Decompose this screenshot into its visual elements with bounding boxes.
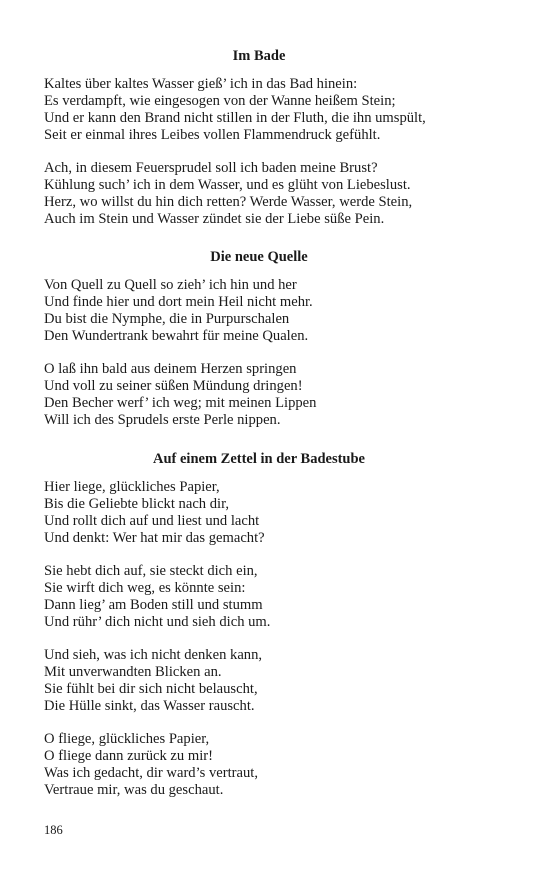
verse-line: Und sieh, was ich nicht denken kann, [44, 647, 263, 663]
verse-line: Dann lieg’ am Boden still und stumm [44, 596, 263, 613]
verse-line: Kühlung such’ ich in dem Wasser, und es glüht von Liebeslust. [44, 176, 411, 193]
stanza [44, 563, 484, 631]
verse-line: Was ich gedacht, dir ward’s vertraut, [44, 764, 259, 781]
verse-line: Sie fühlt bei dir sich nicht belauscht, [44, 680, 258, 697]
verse-line: Will ich des Sprudels erste Perle nippen. [44, 411, 281, 428]
poem-title-auf-einem-zettel: Auf einem Zettel in der Badestube [153, 451, 365, 467]
verse-line: Und denkt: Wer hat mir das gemacht? [44, 529, 265, 546]
stanza [44, 277, 484, 345]
verse-line: Sie hebt dich auf, sie steckt dich ein, [44, 563, 258, 579]
verse-line: Ach, in diesem Feuersprudel soll ich baden meine Brust? [44, 160, 378, 176]
page-number: 186 [44, 823, 63, 837]
verse-line: O laß ihn bald aus deinem Herzen springen [44, 361, 297, 377]
verse-line: O fliege dann zurück zu mir! [44, 747, 213, 764]
verse-line: Sie wirft dich weg, es könnte sein: [44, 579, 246, 596]
verse-line: Auch im Stein und Wasser zündet sie der Liebe süße Pein. [44, 210, 385, 227]
verse-line: Du bist die Nymphe, die in Purpurschalen [44, 310, 290, 327]
verse-line: Mit unverwandten Blicken an. [44, 663, 222, 680]
verse-line: Herz, wo willst du hin dich retten? Werde Wasser, werde Stein, [44, 193, 413, 210]
stanza [44, 160, 484, 228]
verse-line: Und voll zu seiner süßen Mündung dringen! [44, 377, 303, 394]
poem-title-im-bade: Im Bade [232, 48, 286, 64]
poem-title-die-neue-quelle: Die neue Quelle [210, 249, 308, 265]
stanza [44, 361, 484, 429]
verse-line: Den Wundertrank bewahrt für meine Qualen. [44, 327, 309, 344]
verse-line: Bis die Geliebte blickt nach dir, [44, 495, 230, 512]
verse-line: Die Hülle sinkt, das Wasser rauscht. [44, 697, 255, 714]
verse-line: Vertraue mir, was du geschaut. [44, 781, 224, 798]
verse-line: Und er kann den Brand nicht stillen in der Fluth, die ihn umspült, [44, 109, 426, 126]
verse-line: Und rühr’ dich nicht und sieh dich um. [44, 613, 271, 630]
verse-line: Den Becher werf’ ich weg; mit meinen Lippen [44, 394, 317, 411]
verse-line: Und rollt dich auf und liest und lacht [44, 512, 260, 529]
stanza [44, 479, 484, 547]
verse-line: Hier liege, glückliches Papier, [44, 479, 220, 495]
verse-line: Kaltes über kaltes Wasser gieß’ ich in das Bad hinein: [44, 76, 358, 92]
verse-line: Seit er einmal ihres Leibes vollen Flammendruck gefühlt. [44, 126, 381, 143]
stanza [44, 731, 484, 799]
stanza [44, 647, 484, 715]
stanza [44, 76, 484, 144]
verse-line: Und finde hier und dort mein Heil nicht mehr. [44, 293, 313, 310]
verse-line: Von Quell zu Quell so zieh’ ich hin und her [44, 277, 297, 293]
verse-line: O fliege, glückliches Papier, [44, 731, 210, 747]
verse-line: Es verdampft, wie eingesogen von der Wanne heißem Stein; [44, 92, 396, 109]
